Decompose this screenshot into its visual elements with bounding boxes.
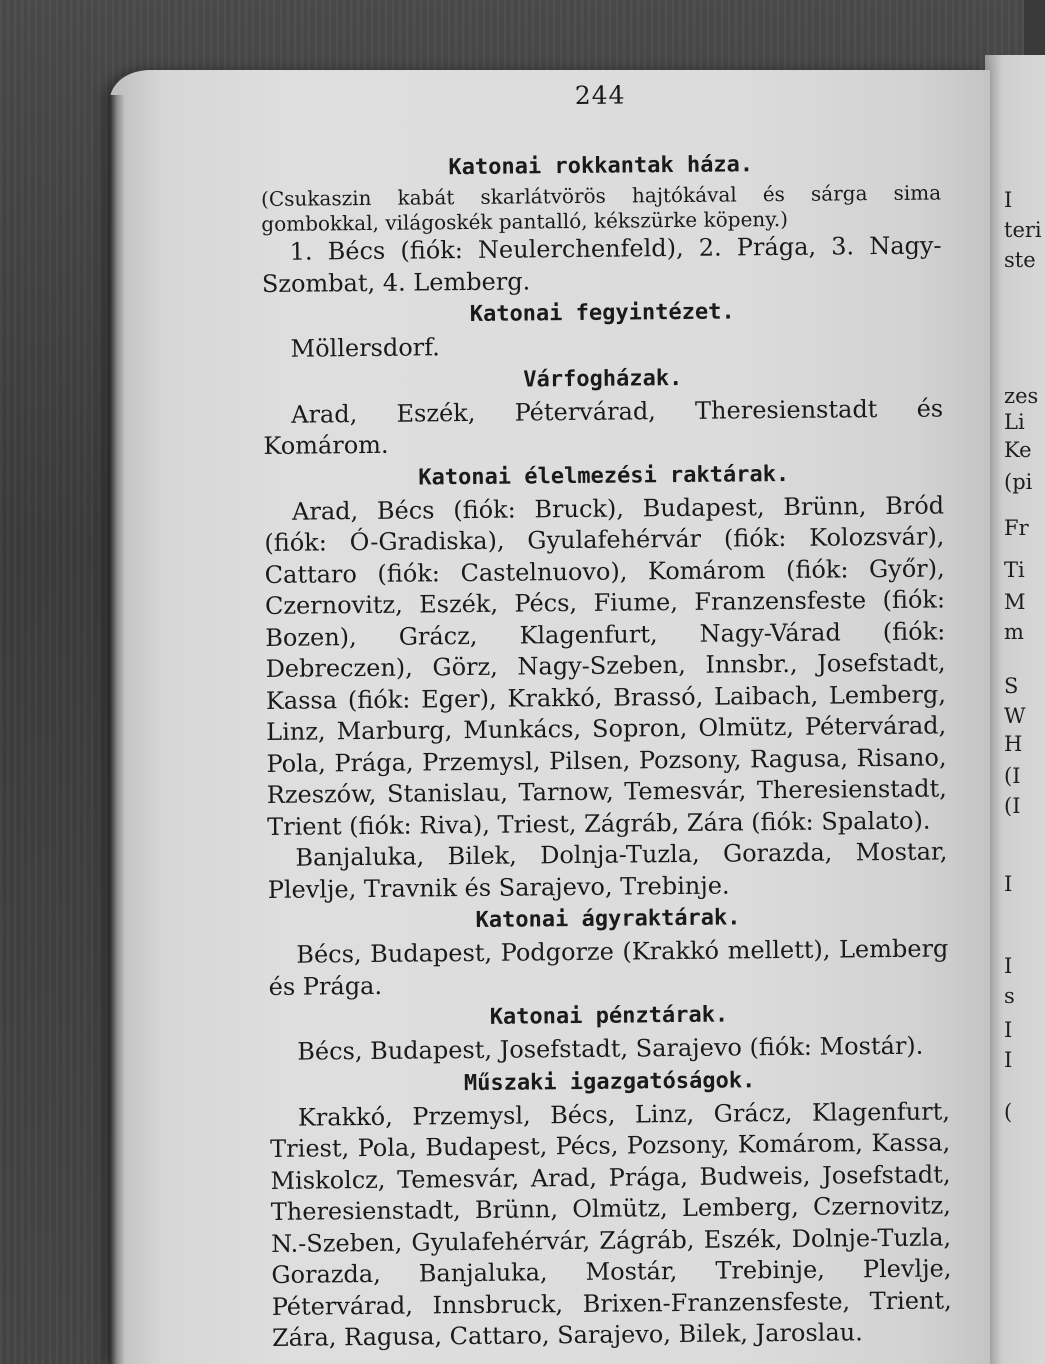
section-paragraph: Krakkó, Przemysl, Bécs, Linz, Grácz, Klagenfurt, Triest, Pola, Budapest, Pécs, Pozsony, Komárom, Kassa, Miskolcz, Temesvár, Arad, Prága, Budweis, Josefstadt, Theresienstadt, Brünn, Olmütz, Lemberg, Czernovitz, N.-Szeben, Gyulafehérvár, Zágráb, Eszék, Dolnje-Tuzla, Gorazda, Banjaluka, Mostár, Trebinje, Plevlje, Pétervárad, Innsbruck, Brixen-Franzensfeste, Trient, Zára, Ragusa, Cattaro, Sarajevo, Bilek, Jaroslau.: [270, 1096, 952, 1352]
adjacent-glyph: H: [1004, 732, 1023, 756]
page-content: [260, 77, 952, 1354]
adjacent-glyph: teri: [1004, 218, 1042, 242]
adjacent-glyph: I: [1004, 954, 1013, 978]
adjacent-glyph: (: [1004, 1100, 1013, 1124]
adjacent-glyph: ste: [1004, 248, 1036, 272]
adjacent-glyph: Fr: [1004, 516, 1029, 540]
adjacent-glyph: m: [1004, 620, 1024, 644]
adjacent-glyph: I: [1004, 188, 1013, 212]
adjacent-glyph: (I: [1004, 764, 1021, 788]
section-heading: Katonai pénztárak.: [489, 1002, 729, 1030]
adjacent-glyph: s: [1004, 984, 1015, 1008]
section-paragraph: Bécs, Budapest, Josefstadt, Sarajevo (fiók: Mostár).: [297, 1031, 924, 1066]
adjacent-glyph: zes: [1004, 384, 1039, 408]
adjacent-glyph: I: [1004, 872, 1013, 896]
section-paragraph: Banjaluka, Bilek, Dolnja-Tuzla, Gorazda, Mostar, Plevlje, Travnik és Sarajevo, Trebinje.: [267, 837, 948, 904]
page-number: 244: [574, 80, 626, 110]
section-paragraph: Arad, Bécs (fiók: Bruck), Budapest, Brünn, Bród (fiók: Ó-Gradiska), Gyulafehérvár (fiók: Kolozsvár), Cattaro (fiók: Castelnuovo), Komárom (fiók: Győr), Czernovitz, Eszék, Pécs, Fiume, Franzensfeste (fiók: Bozen), Grácz, Klagenfurt, Nagy-Várad (fiók: Debreczen), Görz, Nagy-Szeben, Innsbr., Josefstadt, Kassa (fiók: Eger), Krakkó, Brassó, Laibach, Lemberg, Linz, Marburg, Munkács, Sopron, Olmütz, Pétervárad, Pola, Prága, Przemysl, Pilsen, Pozsony, Ragusa, Risano, Rzeszów, Stanislau, Tarnow, Temesvár, Theresienstadt, Trient (fiók: Riva), Triest, Zágráb, Zára (fiók: Spalato).: [264, 490, 947, 841]
section-heading: Műszaki igazgatóságok.: [463, 1067, 756, 1096]
adjacent-glyph: Ke: [1004, 438, 1032, 462]
section-heading: Katonai fegyintézet.: [469, 299, 735, 327]
section-heading: Katonai ágyraktárak.: [475, 905, 741, 933]
adjacent-glyph: (pi: [1004, 470, 1033, 494]
adjacent-glyph: I: [1004, 1048, 1013, 1072]
adjacent-glyph: Li: [1004, 410, 1025, 434]
adjacent-glyph: Ti: [1004, 558, 1025, 582]
adjacent-glyph: I: [1004, 1018, 1013, 1042]
section-paragraph: Möllersdorf.: [290, 333, 440, 363]
section-paragraph: Bécs, Budapest, Podgorze (Krakkó mellett), Lemberg és Prága.: [268, 934, 949, 1001]
page-gutter-shadow: [110, 95, 124, 1364]
section-paragraph: Arad, Eszék, Pétervárad, Theresienstadt és Komárom.: [263, 393, 944, 460]
section-paragraph: (Csukaszin kabát skarlátvörös hajtókával és sárga sima gombokkal, világoskék pantalló, kékszürke köpeny.): [260, 180, 942, 236]
section-heading: Katonai élelmezési raktárak.: [418, 461, 790, 490]
section-heading: Katonai rokkantak háza.: [448, 152, 754, 181]
section-paragraph: 1. Bécs (fiók: Neulerchenfeld), 2. Prága, 3. Nagy-Szombat, 4. Lemberg.: [261, 231, 942, 298]
adjacent-glyph: M: [1004, 590, 1026, 614]
section-heading: Várfogházak.: [523, 365, 683, 392]
adjacent-glyph: S: [1004, 674, 1019, 698]
adjacent-glyph: W: [1004, 704, 1026, 728]
adjacent-glyph: (I: [1004, 794, 1021, 818]
